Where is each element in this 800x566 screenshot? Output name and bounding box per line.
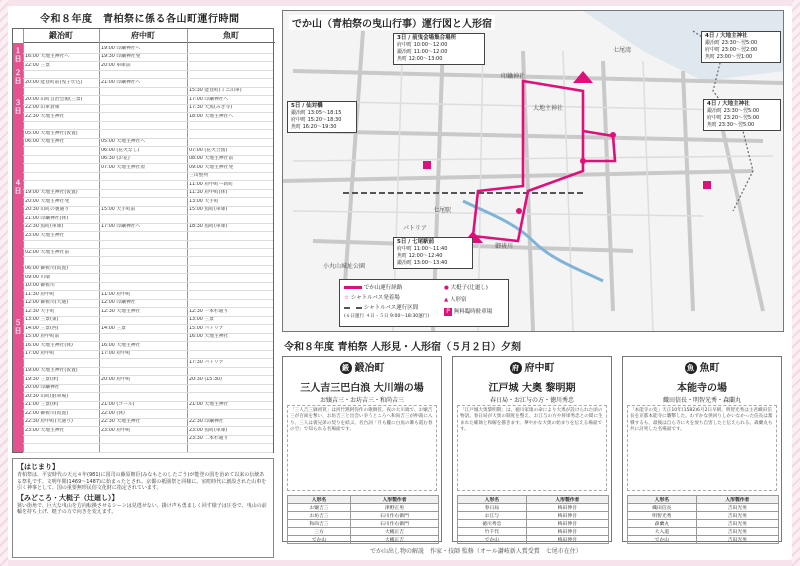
schedule-cell: 20:00 山町自治会館(三景) <box>25 96 83 102</box>
schedule-cell: 23:00 大地主神社 <box>25 232 65 238</box>
day-label: １日 <box>14 47 22 63</box>
schedule-cell: 17:30 パトリア <box>189 359 224 365</box>
schedule-cell: 16:00 大地主神社(休) <box>25 342 73 348</box>
schedule-cell: 16:00 大地主神社 <box>189 334 229 340</box>
star-icon: ☆ <box>344 295 349 301</box>
schedule-cell: 13:00 三景 <box>189 317 214 323</box>
schedule-cell: 12:00 印鑰神社 <box>101 300 136 306</box>
day-label: ５日 <box>14 319 22 335</box>
shuttle-swatch <box>344 307 362 309</box>
schedule-cell: 21:00 (ゴール) <box>101 402 135 408</box>
schedule-cell: 19:30 三景(休) <box>25 376 59 382</box>
intro-heading-origin: 【はじまり】 <box>17 463 59 471</box>
schedule-cell: 09:00 川端 <box>25 274 50 280</box>
day-label: ３日 <box>14 99 22 115</box>
label-station: 七尾駅 <box>433 207 452 214</box>
crest-icon: 鍛 <box>340 362 352 374</box>
crest-icon: 府 <box>510 362 522 374</box>
schedule-cell: 06:00 大地主神社 <box>25 139 65 145</box>
doll-section-title: 令和８年度 青柏祭 人形見・人形宿（５月２日）夕刻 <box>284 342 521 353</box>
route-map <box>282 10 784 332</box>
schedule-cell: 19:00 大地主神社(仮置) <box>25 190 78 196</box>
schedule-cell: 18:00 大地主神社へ <box>189 113 234 119</box>
label-shrine: 印鑰神社 <box>501 73 526 80</box>
schedule-cell: 23:00 魚町(車庫) <box>189 427 228 433</box>
schedule-cell: 15:00 府中町前 <box>25 334 60 340</box>
cast-names: 春日局・お江与の方・徳川秀忠 <box>489 397 574 404</box>
schedule-cell: 02:00 大地主神社前 <box>25 249 70 255</box>
schedule-cell: 06:30 (お花) <box>101 156 130 162</box>
play-description: 「三人吉三廓初買」は河竹黙阿弥作の歌舞伎。夜の大川端で、お嬢吉三が百両を奪い、お坊吉三と出会い争うところへ和尚吉三が仲裁に入り、三人は義兄弟の契りを結ぶ。名台詞「月も朧に白魚の篝も霞む春の空」で知られる名場面です。 <box>287 405 437 491</box>
schedule-cell: 22:30 魚町(車庫) <box>25 224 64 230</box>
town-name: 魚町 <box>699 363 720 374</box>
schedule-cell: 14:00 三景 <box>101 325 126 331</box>
col-header-fuchumachi: 府中町 <box>99 29 187 43</box>
intro-heading-highlight: 【みどころ・大梃子（辻廻し）】 <box>17 493 119 502</box>
schedule-cell: 15:00 魚町(車庫) <box>189 207 228 213</box>
play-description: 「江戸城大奥黎明期」は、徳川家康の命により大奥が設けられた頃の物語。春日局が大奥の制度を整え、お江与の方や将軍秀忠との間に生まれた確執と和解を描きます。華やかな大奥の始まりを伝える場面です。 <box>457 405 607 491</box>
schedule-table <box>12 28 274 453</box>
day-label: ４日 <box>14 179 22 195</box>
panel-kajimachi <box>282 356 442 542</box>
schedule-cell: 22:00 (休) <box>101 410 125 416</box>
border-pattern-right <box>792 0 800 566</box>
schedule-cell: 15:00 大手町前 <box>101 207 136 213</box>
schedule-cell: 07:00 大地主神社着 <box>101 164 146 170</box>
doll-maker-table: 人形名 人形製作者 春日局 梅田伸吾 お江与 梅田伸吾 徳川秀忠 梅田伸吾 竹千代 梅田伸吾 でか山 梅田伸吾 <box>457 495 609 544</box>
play-title: 江戸城 大奥 黎明期 <box>488 383 576 394</box>
schedule-cell: 22:00 山車倉庫 <box>25 105 60 111</box>
schedule-cell: 13:00 大手町 <box>189 198 219 204</box>
schedule-cell: 20:30 (15:30) <box>189 376 222 382</box>
map-title: でか山（青柏祭の曳山行事）運行図と人形宿 <box>289 15 495 30</box>
triangle-icon: ▲ <box>444 297 449 303</box>
schedule-cell: 05:00 大地主神社へ <box>101 139 146 145</box>
schedule-cell: 20:00 府中町 <box>101 376 131 382</box>
schedule-cell: 11:30 府中町(休) <box>189 190 228 196</box>
parking-icon: P <box>444 308 452 316</box>
town-name: 鍛冶町 <box>354 363 385 374</box>
schedule-cell: 14:00 三景(西) <box>25 325 59 331</box>
label-river: 御祓川 <box>495 243 514 250</box>
schedule-row-line <box>23 443 273 444</box>
schedule-cell: 22:30 印鑰神社 <box>189 419 224 425</box>
route-swatch <box>344 286 362 289</box>
schedule-cell: 07:00 (花火合図) <box>189 147 228 153</box>
schedule-cell: 23:00 府中町 <box>101 427 131 433</box>
schedule-cell: 21:00 印鑰神社(休) <box>25 215 69 221</box>
schedule-row-line <box>23 121 273 122</box>
intro-box <box>12 458 274 558</box>
schedule-cell: 21:00 大地主神社 <box>189 402 229 408</box>
schedule-cell: 22:00 御祓川(仮置) <box>25 410 69 416</box>
schedule-cell: 15:00 パトリア <box>189 325 224 331</box>
schedule-cell: 23:30 二本杉通り <box>189 436 229 442</box>
schedule-cell: 17:00 印鑰神社へ <box>189 96 229 102</box>
schedule-cell: 17:00 府中町 <box>25 351 55 357</box>
schedule-cell: 12:00 御祓川(大通) <box>25 300 69 306</box>
schedule-cell: 12:30 大地主神社 <box>101 308 141 314</box>
schedule-cell: 11:00 府中町〜新町 <box>189 181 234 187</box>
schedule-cell: 05:00 大地主神社(仮置) <box>25 130 78 136</box>
footer-credit: でか山出し物の解説 作家・技師 監修（オール讃岐新人賞受賞 七尾市在住） <box>370 548 582 555</box>
schedule-cell: 06:00 (花火なし) <box>101 147 140 153</box>
cast-names: お嬢吉三・お坊吉三・和尚吉三 <box>319 397 404 404</box>
doll-maker-table: 人形名 人形製作者 織田信長 吉田光男 明智光秀 吉田光男 森蘭丸 吉田光男 大入道 吉田光男 でか山 吉田光男 <box>627 495 779 544</box>
col-header-uomachi: 魚町 <box>187 29 275 43</box>
play-title: 本能寺の場 <box>677 383 727 394</box>
schedule-cell: 13:00 三景(東) <box>25 317 59 323</box>
info-box: 4日 / 大地主神社 鍛冶町 23:30〜翌5:00 府中町 23:00〜翌2:00 魚町 23:00〜翌1:00 <box>701 31 781 63</box>
schedule-cell: 09:00 大地主神社発 <box>189 164 234 170</box>
town-name: 府中町 <box>524 363 555 374</box>
schedule-cell: 21:00 三景(休) <box>25 402 59 408</box>
schedule-cell: 10:00 御祓川 <box>25 283 55 289</box>
schedule-cell: 21:00 印鑰神社へ <box>101 79 141 85</box>
schedule-cell: 17:00 府中町 <box>101 351 131 357</box>
cast-names: 織田信長・明智光秀・森蘭丸 <box>662 397 741 404</box>
panel-fuchumachi <box>452 356 612 542</box>
schedule-cell: 19:00 印鑰神社へ <box>101 46 141 51</box>
schedule-cell: 12:30 大手町 <box>25 308 55 314</box>
schedule-cell: 22:30 大地主神社 <box>101 419 141 425</box>
schedule-row-line <box>23 452 273 453</box>
play-description: 「本能寺の変」天正10年(1582)6月2日早朝、明智光秀は主君織田信長を京都本能寺に襲撃した。わずかな供回りしかいなかった信長は奮戦するも、最後は自ら寺に火を放ち自害したと伝えられる。森蘭丸も共に討死した名場面です。 <box>627 405 777 491</box>
schedule-cell: 22:00 三景 <box>25 62 50 68</box>
schedule-row-line <box>23 240 273 241</box>
panel-uomachi <box>622 356 782 542</box>
circle-icon: ● <box>444 285 449 291</box>
schedule-cell: 23:00 大地主神社 <box>25 427 65 433</box>
schedule-row-line <box>23 70 273 71</box>
schedule-cell: 20:30 山町(駐車場) <box>25 393 69 399</box>
info-box: 5日 / 仙対橋 鍛冶町 13:05〜18:15 府中町 15:20〜18:30 魚町 16:20〜19:30 <box>287 101 357 133</box>
schedule-cell: 18:30 魚町(車庫) <box>189 224 228 230</box>
map-legend: でか山運行経路 ☆ シャトルバス発着場 シャトルバス運行区間 (６日運行 ４日・５日 9:00〜18:30運行) ● 大梃子(辻廻し) ▲ 人形宿 P 無料臨時駐車場 <box>339 279 509 327</box>
schedule-cell: 16:00 大地主神社へ <box>25 54 70 60</box>
info-box: 5日 / 七尾駅前 府中町 11:00〜11:40 魚町 12:00〜12:40 鍛冶町 13:00〜13:40 <box>393 237 473 269</box>
info-box: 3日 / 前曳会場集合場所 府中町 10:00〜12:00 鍛冶町 11:00〜12:00 魚町 12:00〜13:00 <box>393 33 485 65</box>
schedule-cell: 20:00 印鑰神社 <box>25 385 60 391</box>
schedule-cell: 06:00 御祓川(仮置) <box>25 266 69 272</box>
border-pattern-left <box>0 0 8 566</box>
schedule-cell: 22:30 府中町(大通り) <box>25 419 73 425</box>
play-title: 三人吉三巴白浪 大川端の場 <box>300 383 424 394</box>
label-bay: 七尾湾 <box>613 47 632 54</box>
schedule-cell: 20:00 大地主神社発 <box>25 198 70 204</box>
label-shrine: 大地主神社 <box>533 105 564 112</box>
day-label: ２日 <box>14 69 22 85</box>
schedule-row-line <box>23 256 273 257</box>
schedule-cell: 22:30 大地主神社 <box>25 113 65 119</box>
schedule-cell: 11:30 府中町 <box>25 291 55 297</box>
doll-maker-table: 人形名 人形製作者 お嬢吉三 津野正男 お坊吉三 石川作右衛門 和尚吉三 石川作右衛門 三方 大槻正吉 でか山 大槻正吉 <box>287 495 439 544</box>
schedule-cell: 20:30 山町の裏通り <box>25 207 70 213</box>
schedule-cell: 17:30 大魚(みき寺) <box>189 105 233 111</box>
schedule-cell: 15:30 能登町(ミニ山車) <box>189 88 242 94</box>
intro-body-highlight: 狭い街角で、巨大な曳山を方向転換させるシーンは見逃せない。掛け声も勇ましく回す様子は圧巻で、曳山の前輪を持ち上げ、梃子の力で向きを変えます。 <box>17 502 267 515</box>
schedule-cell: 08:00 大地主神社前 <box>189 156 234 162</box>
crest-icon: 魚 <box>685 362 697 374</box>
label-patria: パトリア <box>403 225 427 232</box>
schedule-cell: 19:00 大地主神社(仮置) <box>25 368 78 374</box>
schedule-cell: 12:30 一本杉通り <box>189 308 229 314</box>
schedule-cell: 17:00 印鑰神社へ <box>101 224 141 230</box>
schedule-cell: 11:00 府中町 <box>101 291 131 297</box>
schedule-title: 令和８年度 青柏祭に係る各山町運行時間 <box>40 14 240 25</box>
schedule-cell: 20:00 車庫前 <box>101 62 131 68</box>
info-box: 4日 / 大地主神社 鍛冶町 23:30〜翌5:00 府中町 23:20〜翌5:00 魚町 23:30〜翌5:00 <box>703 99 781 131</box>
schedule-cell: 20:00 能登町前(曳子仕込) <box>25 79 83 85</box>
schedule-cell: 19:30 印鑰神社発 <box>101 54 141 60</box>
col-header-kajimachi: 鍛冶町 <box>23 29 99 43</box>
intro-body-origin: 青柏祭は、平安時代の天元４年(981)に国司の藤原朝臣(みなもとのしたごう)が能登の国を治めて以来の伝統ある祭礼です。文明年間(1469〜1487)に始まったとされ、京都の祇園祭と同様に、室町時代に創設された山車を引く神事として、国の重要無形民俗文化財に指定されています。 <box>17 472 267 491</box>
label-park: 小丸山城址公園 <box>323 263 366 270</box>
schedule-cell: 16:00 大地主神社 <box>101 342 141 348</box>
schedule-cell: 三山整列 <box>189 173 209 179</box>
